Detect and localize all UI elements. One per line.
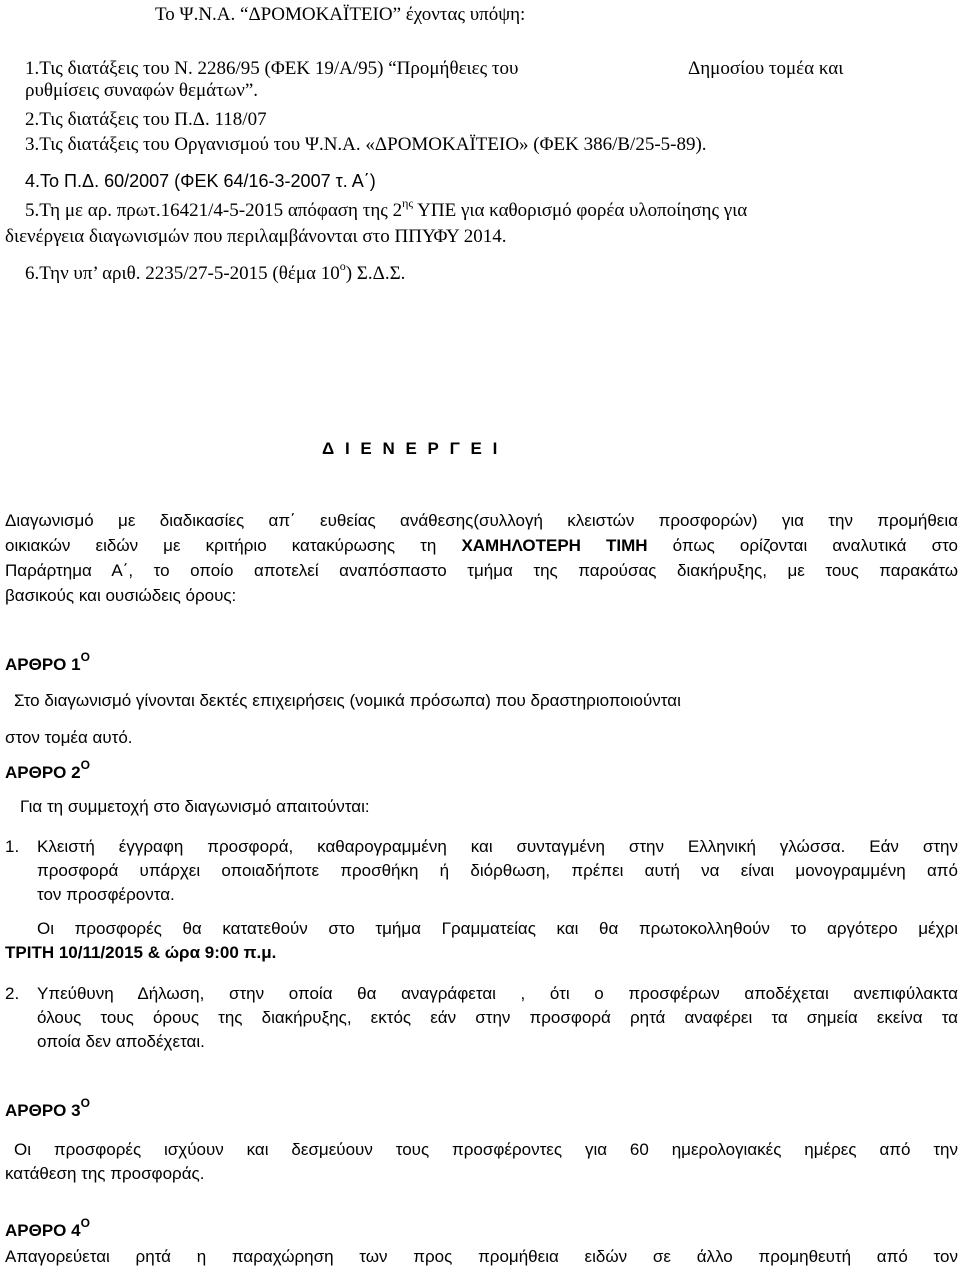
preamble-item-5: 5.Τη με αρ. πρωτ.16421/4-5-2015 απόφαση της $2^{\eta\varsigma}$ ΥΠΕ για καθορισμό φορέα υλοποίησης για	[25, 195, 748, 221]
article-2-item-2-line-1: Υπεύθυνη Δήλωση, στην οποία θα αναγράφεται , ότι ο προσφέρων αποδέχεται ανεπιφύλακτα	[37, 984, 958, 1003]
article-1-title: ΑΡΘΡΟ $1^O$	[5, 650, 90, 674]
preamble-item-1: 1.Τις διατάξεις του Ν. 2286/95 (ΦΕΚ 19/Α/95) “Προμήθειες του	[25, 58, 519, 79]
article-2-line-1: Για τη συμμετοχή στο διαγωνισμό απαιτούνται:	[20, 797, 370, 816]
intro-paragraph-line-2: οικιακών ειδών με κριτήριο κατακύρωσης τη ΧΑΜΗΛΟΤΕΡΗ ΤΙΜΗ όπως ορίζονται αναλυτικά στο	[5, 536, 958, 555]
article-2-deadline: ΤΡΙΤΗ 10/11/2015 & ώρα 9:00 π.μ.	[5, 943, 277, 962]
article-1-line-1: Στο διαγωνισμό γίνονται δεκτές επιχειρήσεις (νομικά πρόσωπα) που δραστηριοποιούνται	[14, 691, 681, 710]
preamble-item-2: 2.Τις διατάξεις του Π.Δ. 118/07	[25, 109, 267, 130]
article-2-item-1-line-2: προσφορά υπάρχει οποιαδήποτε προσθήκη ή διόρθωση, πρέπει αυτή να είναι μονογραμμένη από	[37, 861, 958, 880]
article-2-title: ΑΡΘΡΟ $2^O$	[5, 758, 90, 782]
preamble-item-6: 6.Την υπ’ αριθ. 2235/27-5-2015 (θέμα $10^o$) Σ.Δ.Σ.	[25, 258, 406, 284]
article-2-item-2-number: 2.	[5, 984, 20, 1003]
article-2-item-1-line-1: Κλειστή έγγραφη προσφορά, καθαρογραμμένη και συνταγμένη στην Ελληνική γλώσσα. Εάν στην	[37, 837, 958, 856]
article-2-item-2-line-2: όλους τους όρους της διακήρυξης, εκτός εάν στην προσφορά ρητά αναφέρει τα σημεία εκείνα τα	[37, 1008, 958, 1027]
intro-paragraph-line-1: Διαγωνισμό με διαδικασίες απ΄ ευθείας ανάθεσης(συλλογή κλειστών προσφορών) για την προμήθεια	[5, 511, 958, 530]
intro-paragraph-line-4: βασικούς και ουσιώδεις όρους:	[5, 586, 237, 605]
preamble-intro: Το Ψ.Ν.Α. “ΔΡΟΜΟΚΑΪΤΕΙΟ” έχοντας υπόψη:	[155, 4, 526, 25]
article-2-item-1-line-3: τον προσφέροντα.	[37, 885, 175, 904]
article-3-title: ΑΡΘΡΟ $3^O$	[5, 1096, 90, 1120]
article-4-line-1: Απαγορεύεται ρητά η παραχώρηση των προς προμήθεια ειδών σε άλλο προμηθευτή από τον	[5, 1247, 958, 1266]
article-2-item-1-number: 1.	[5, 837, 20, 856]
preamble-item-1-line2: ρυθμίσεις συναφών θεμάτων”.	[25, 80, 259, 101]
article-4-title: ΑΡΘΡΟ $4^O$	[5, 1216, 90, 1240]
article-3-line-1: Οι προσφορές ισχύουν και δεσμεύουν τους προσφέροντες για 60 ημερολογιακές ημέρες από την	[14, 1140, 958, 1159]
preamble-item-1-cont: Δημοσίου τομέα και	[688, 58, 844, 79]
preamble-item-5-line2: διενέργεια διαγωνισμών που περιλαμβάνονται στο ΠΠΥΦΥ 2014.	[5, 226, 507, 247]
preamble-item-4: 4.Το Π.Δ. 60/2007 (ΦΕΚ 64/16-3-2007 τ. Α΄)	[25, 171, 376, 191]
intro-paragraph-line-3: Παράρτημα Α΄, το οποίο αποτελεί αναπόσπαστο τμήμα της παρούσας διακήρυξης, με τους παρακάτω	[5, 561, 958, 580]
article-3-line-2: κατάθεση της προσφοράς.	[5, 1164, 205, 1183]
article-1-line-2: στον τομέα αυτό.	[5, 728, 133, 747]
article-2-item-2-line-3: οποία δεν αποδέχεται.	[37, 1032, 205, 1051]
preamble-item-3: 3.Τις διατάξεις του Οργανισμού του Ψ.Ν.Α. «ΔΡΟΜΟΚΑΪΤΕΙΟ» (ΦΕΚ 386/Β/25-5-89).	[25, 134, 707, 155]
page-title: Δ Ι Ε Ν Ε Ρ Γ Ε Ι	[322, 439, 501, 458]
article-2-paragraph-line-1: Οι προσφορές θα κατατεθούν στο τμήμα Γραμματείας και θα πρωτοκολληθούν το αργότερο μέχρι	[37, 919, 958, 938]
